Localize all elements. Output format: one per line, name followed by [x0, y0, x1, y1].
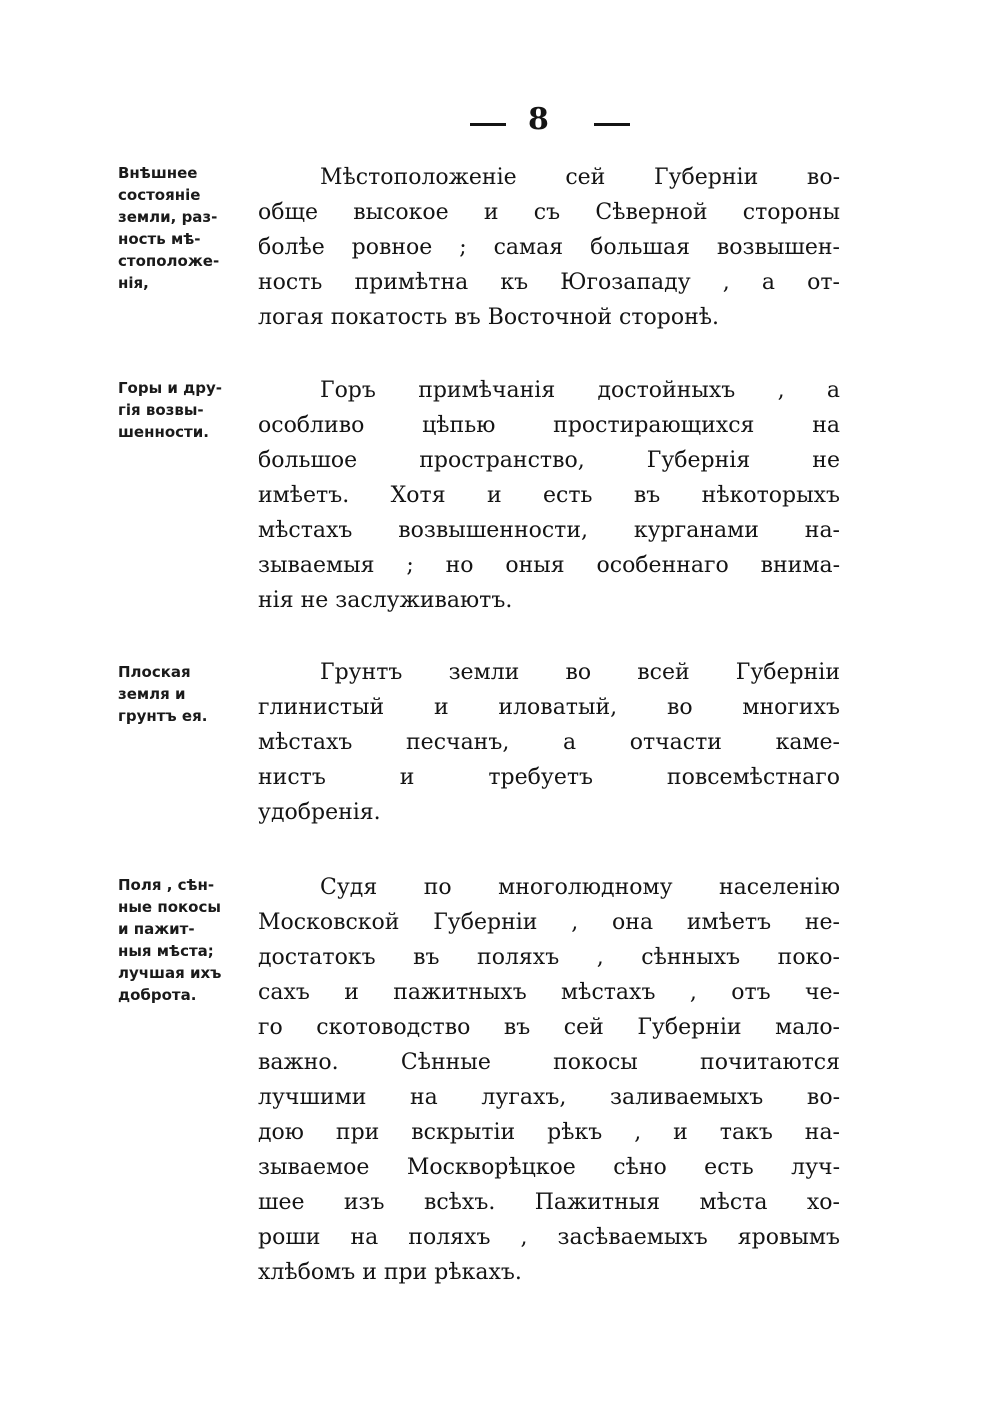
paragraph: Грунтъ земли во всей Губернiи глинистый и иловатый, во многихъ мѣстахъ песчанъ, а отчасти каме- нистъ и требуетъ повсемѣстнаго удобренiя. — [258, 660, 840, 825]
paragraph: Горъ примѣчанiя достойныхъ , а особливо цѣпью простирающихся на большое пространство, Губернiя не имѣетъ. Хотя и есть въ нѣкоторыхъ мѣстахъ возвышенности, курганами на- зываемыя ; но оныя особеннаго внима- нiя не заслуживаютъ. — [258, 378, 840, 613]
header-dash-left — [470, 123, 506, 126]
page-number: 8 — [528, 102, 549, 137]
margin-note: Внѣшнее состоянiе земли, раз- ность мѣ- стоположе- нiя, — [118, 164, 220, 292]
page-header — [0, 100, 1000, 140]
header-dash-right — [594, 123, 630, 126]
paragraph: Судя по многолюдному населенiю Московской Губернiи , она имѣетъ не- достатокъ въ поляхъ , сѣнныхъ поко- сахъ и пажитныхъ мѣстахъ , отъ че- го скотоводство въ сей Губернiи мало- важно. Сѣнные покосы почитаются лучшими на лугахъ, заливаемыхъ во- дою при вскрытiи рѣкъ , и такъ на- зываемое Москворѣцкое сѣно есть луч- шее изъ всѣхъ. Пажитныя мѣста хо- роши на поляхъ , засѣваемыхъ яровымъ хлѣбомъ и при рѣкахъ. — [258, 875, 840, 1285]
margin-note: Поля , сѣн- ные покосы и пажит- ныя мѣста; лучшая ихъ доброта. — [118, 876, 222, 1004]
margin-note: Горы и дру- гiя возвы- шенности. — [118, 379, 222, 441]
margin-note: Плоская земля и грунтъ ея. — [118, 663, 208, 725]
paragraph: Мѣстоположенiе сей Губернiи во- обще высокое и съ Сѣверной стороны болѣе ровное ; самая большая возвышен- ность примѣтна къ Югозападу , а от- логая покатость въ Восточной сторонѣ. — [258, 165, 840, 330]
